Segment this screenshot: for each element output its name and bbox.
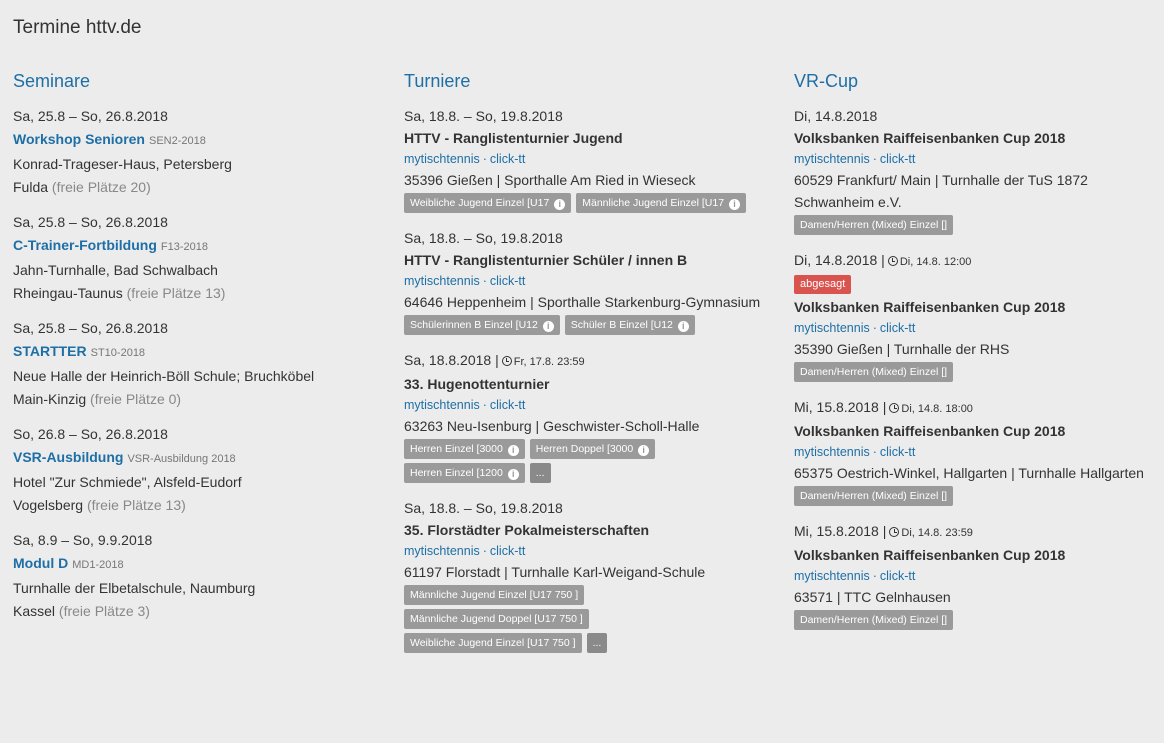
seminar-title-line <box>13 340 383 365</box>
seminar-item <box>13 105 383 199</box>
event-links <box>794 442 1154 462</box>
event-date-line <box>794 396 1154 420</box>
click-tt-link[interactable]: click-tt <box>879 569 916 583</box>
info-icon: i <box>508 445 519 456</box>
cancelled-badge: abgesagt <box>794 275 851 294</box>
vrcup-item <box>794 520 1154 634</box>
seminar-region: Rheingau-Taunus <box>13 285 127 301</box>
seminar-free-places: (freie Plätze 20) <box>51 179 151 195</box>
event-deadline: Di, 14.8. 23:59 <box>901 527 973 539</box>
vrcup-item <box>794 249 1154 386</box>
event-deadline: Di, 14.8. 12:00 <box>899 256 972 268</box>
turniere-list <box>404 105 774 657</box>
seminar-location: Hotel "Zur Schmiede", Alsfeld-Eudorf <box>13 474 242 490</box>
seminar-title-link[interactable]: Workshop Senioren <box>13 131 145 147</box>
seminar-title-link[interactable]: C-Trainer-Fortbildung <box>13 237 157 253</box>
event-links <box>794 318 1154 338</box>
tournament-title[interactable]: HTTV - Ranglistenturnier Jugend <box>404 130 623 146</box>
seminar-location: Neue Halle der Heinrich-Böll Schule; Bruchköbel <box>13 368 315 384</box>
seminar-title-line <box>13 234 383 259</box>
event-date: Sa, 18.8.2018 | <box>404 352 499 368</box>
seminar-item <box>13 317 383 411</box>
seminar-code: SEN2-2018 <box>148 135 206 147</box>
vrcup-place: 35390 Gießen | Turnhalle der RHS <box>794 341 1010 357</box>
vrcup-place: 60529 Frankfurt/ Main | Turnhalle der TuS 1872 Schwanheim e.V. <box>794 172 1088 210</box>
seminar-region-line <box>13 176 383 199</box>
vrcup-title[interactable]: Volksbanken Raiffeisenbanken Cup 2018 <box>794 130 1066 146</box>
click-tt-link[interactable]: click-tt <box>489 398 526 412</box>
cancel-row <box>794 273 1154 296</box>
tournament-title[interactable]: HTTV - Ranglistenturnier Schüler / innen B <box>404 252 688 268</box>
seminare-list <box>13 105 383 623</box>
event-links <box>404 149 774 169</box>
competition-tag[interactable]: Männliche Jugend Doppel [U17 750 ] <box>404 609 589 629</box>
link-separator: · <box>482 152 487 166</box>
link-separator: · <box>872 321 877 335</box>
link-separator: · <box>482 274 487 288</box>
clock-icon <box>888 256 898 266</box>
clock-icon <box>889 527 899 537</box>
seminar-item <box>13 423 383 517</box>
click-tt-link[interactable]: click-tt <box>489 544 526 558</box>
seminar-region-line <box>13 494 383 517</box>
info-icon: i <box>554 199 565 210</box>
click-tt-link[interactable]: click-tt <box>489 152 526 166</box>
link-separator: · <box>872 152 877 166</box>
event-date: Di, 14.8.2018 | <box>794 252 885 268</box>
event-date-line <box>794 105 1154 127</box>
tournament-place: 64646 Heppenheim | Sporthalle Starkenburg-Gymnasium <box>404 294 761 310</box>
info-icon: i <box>729 199 740 210</box>
seminar-code: ST10-2018 <box>90 347 146 359</box>
vrcup-title[interactable]: Volksbanken Raiffeisenbanken Cup 2018 <box>794 423 1066 439</box>
mytischtennis-link[interactable]: mytischtennis <box>404 274 480 288</box>
mytischtennis-link[interactable]: mytischtennis <box>794 569 870 583</box>
vrcup-tags <box>794 362 1154 386</box>
tournament-place: 61197 Florstadt | Turnhalle Karl-Weigand-Schule <box>404 564 706 580</box>
vrcup-heading[interactable]: VR-Cup <box>794 71 859 91</box>
seminar-region: Vogelsberg <box>13 497 87 513</box>
seminar-region-line <box>13 282 383 305</box>
tournament-tags <box>404 585 774 657</box>
seminar-free-places: (freie Plätze 13) <box>86 497 186 513</box>
mytischtennis-link[interactable]: mytischtennis <box>794 321 870 335</box>
competition-tag[interactable]: Damen/Herren (Mixed) Einzel [] <box>794 486 953 506</box>
seminar-location: Konrad-Trageser-Haus, Petersberg <box>13 156 232 172</box>
event-links <box>404 271 774 291</box>
competition-tag[interactable]: Männliche Jugend Einzel [U17 i <box>576 193 746 213</box>
mytischtennis-link[interactable]: mytischtennis <box>404 544 480 558</box>
link-separator: · <box>872 445 877 459</box>
page-title: Termine httv.de <box>13 17 142 38</box>
event-links <box>404 541 774 561</box>
event-date-line <box>404 105 774 127</box>
mytischtennis-link[interactable]: mytischtennis <box>404 398 480 412</box>
turniere-heading[interactable]: Turniere <box>404 71 471 91</box>
tournament-place: 35396 Gießen | Sporthalle Am Ried in Wieseck <box>404 172 696 188</box>
click-tt-link[interactable]: click-tt <box>489 274 526 288</box>
event-date-line <box>404 349 774 373</box>
event-date: Di, 14.8.2018 <box>794 108 878 124</box>
event-links <box>794 566 1154 586</box>
competition-tag[interactable]: Weibliche Jugend Einzel [U17 i <box>404 193 571 213</box>
tournament-tags <box>404 439 774 487</box>
seminar-item <box>13 211 383 305</box>
competition-tag[interactable]: Herren Einzel [1200 i <box>404 463 525 483</box>
vrcup-tags <box>794 610 1154 634</box>
vrcup-place: 65375 Oestrich-Winkel, Hallgarten | Turnhalle Hallgarten <box>794 465 1144 481</box>
seminar-region: Main-Kinzig <box>13 391 91 407</box>
vrcup-place: 63571 | TTC Gelnhausen <box>794 589 951 605</box>
seminar-date: Sa, 25.8 – So, 26.8.2018 <box>13 320 168 336</box>
tournament-item <box>404 497 774 657</box>
turniere-column <box>404 68 774 667</box>
seminar-title-link[interactable]: STARTTER <box>13 343 87 359</box>
tournament-title[interactable]: 33. Hugenottenturnier <box>404 376 550 392</box>
competition-tag[interactable]: Herren Einzel [3000 i <box>404 439 525 459</box>
seminar-region: Fulda <box>13 179 52 195</box>
seminar-date: So, 26.8 – So, 26.8.2018 <box>13 426 168 442</box>
competition-tag[interactable]: Damen/Herren (Mixed) Einzel [] <box>794 215 953 235</box>
clock-icon <box>502 356 512 366</box>
event-date-line <box>404 227 774 249</box>
event-links <box>794 149 1154 169</box>
click-tt-link[interactable]: click-tt <box>879 152 916 166</box>
tournament-tags <box>404 315 774 339</box>
event-deadline: Fr, 17.8. 23:59 <box>513 356 585 368</box>
seminar-region: Kassel <box>13 603 59 619</box>
link-separator: · <box>872 569 877 583</box>
vrcup-title[interactable]: Volksbanken Raiffeisenbanken Cup 2018 <box>794 299 1066 315</box>
competition-tag[interactable]: Damen/Herren (Mixed) Einzel [] <box>794 362 953 382</box>
mytischtennis-link[interactable]: mytischtennis <box>404 152 480 166</box>
event-date: Sa, 18.8. – So, 19.8.2018 <box>404 500 563 516</box>
link-separator: · <box>482 398 487 412</box>
seminar-title-link[interactable]: VSR-Ausbildung <box>13 449 124 465</box>
info-icon: i <box>638 445 649 456</box>
tournament-item <box>404 349 774 487</box>
more-tags-button[interactable]: ... <box>587 633 608 653</box>
vrcup-column <box>794 68 1154 644</box>
event-date: Mi, 15.8.2018 | <box>794 399 887 415</box>
event-date-line <box>794 520 1154 544</box>
clock-icon <box>889 403 899 413</box>
seminar-title-line <box>13 128 383 153</box>
seminar-free-places: (freie Plätze 13) <box>126 285 226 301</box>
competition-tag[interactable]: Schüler B Einzel [U12 i <box>565 315 695 335</box>
seminar-date: Sa, 25.8 – So, 26.8.2018 <box>13 108 168 124</box>
seminar-title-link[interactable]: Modul D <box>13 555 69 571</box>
seminar-code: VSR-Ausbildung 2018 <box>127 453 236 465</box>
competition-tag[interactable]: Männliche Jugend Einzel [U17 750 ] <box>404 585 584 605</box>
mytischtennis-link[interactable]: mytischtennis <box>794 152 870 166</box>
more-tags-button[interactable]: ... <box>530 463 551 483</box>
seminar-code: F13-2018 <box>160 241 208 253</box>
tournament-place: 63263 Neu-Isenburg | Geschwister-Scholl-Halle <box>404 418 700 434</box>
competition-tag[interactable]: Schülerinnen B Einzel [U12 i <box>404 315 560 335</box>
seminar-title-line <box>13 446 383 471</box>
mytischtennis-link[interactable]: mytischtennis <box>794 445 870 459</box>
seminar-region-line <box>13 388 383 411</box>
vrcup-item <box>794 396 1154 510</box>
seminare-column <box>13 68 383 635</box>
seminar-date: Sa, 8.9 – So, 9.9.2018 <box>13 532 153 548</box>
competition-tag[interactable]: Herren Doppel [3000 i <box>530 439 655 459</box>
seminar-region-line <box>13 600 383 623</box>
event-links <box>404 395 774 415</box>
event-date: Sa, 18.8. – So, 19.8.2018 <box>404 230 563 246</box>
seminar-title-line <box>13 552 383 577</box>
vrcup-tags <box>794 486 1154 510</box>
event-date-line <box>794 249 1154 273</box>
vrcup-title[interactable]: Volksbanken Raiffeisenbanken Cup 2018 <box>794 547 1066 563</box>
seminar-free-places: (freie Plätze 0) <box>90 391 182 407</box>
competition-tag[interactable]: Damen/Herren (Mixed) Einzel [] <box>794 610 953 630</box>
seminar-location: Turnhalle der Elbetalschule, Naumburg <box>13 580 256 596</box>
event-date: Mi, 15.8.2018 | <box>794 523 887 539</box>
info-icon: i <box>543 321 554 332</box>
tournament-item <box>404 105 774 217</box>
click-tt-link[interactable]: click-tt <box>879 321 916 335</box>
seminare-heading[interactable]: Seminare <box>13 71 91 91</box>
seminar-location: Jahn-Turnhalle, Bad Schwalbach <box>13 262 218 278</box>
seminar-code: MD1-2018 <box>72 559 124 571</box>
event-date-line <box>404 497 774 519</box>
tournament-item <box>404 227 774 339</box>
vrcup-tags <box>794 215 1154 239</box>
seminar-item <box>13 529 383 623</box>
tournament-title[interactable]: 35. Florstädter Pokalmeisterschaften <box>404 522 650 538</box>
vrcup-item <box>794 105 1154 239</box>
event-date: Sa, 18.8. – So, 19.8.2018 <box>404 108 563 124</box>
seminar-date: Sa, 25.8 – So, 26.8.2018 <box>13 214 168 230</box>
info-icon: i <box>508 469 519 480</box>
info-icon: i <box>678 321 689 332</box>
link-separator: · <box>482 544 487 558</box>
competition-tag[interactable]: Weibliche Jugend Einzel [U17 750 ] <box>404 633 582 653</box>
tournament-tags <box>404 193 774 217</box>
vrcup-list <box>794 105 1154 634</box>
seminar-free-places: (freie Plätze 3) <box>58 603 150 619</box>
event-deadline: Di, 14.8. 18:00 <box>901 403 973 415</box>
click-tt-link[interactable]: click-tt <box>879 445 916 459</box>
